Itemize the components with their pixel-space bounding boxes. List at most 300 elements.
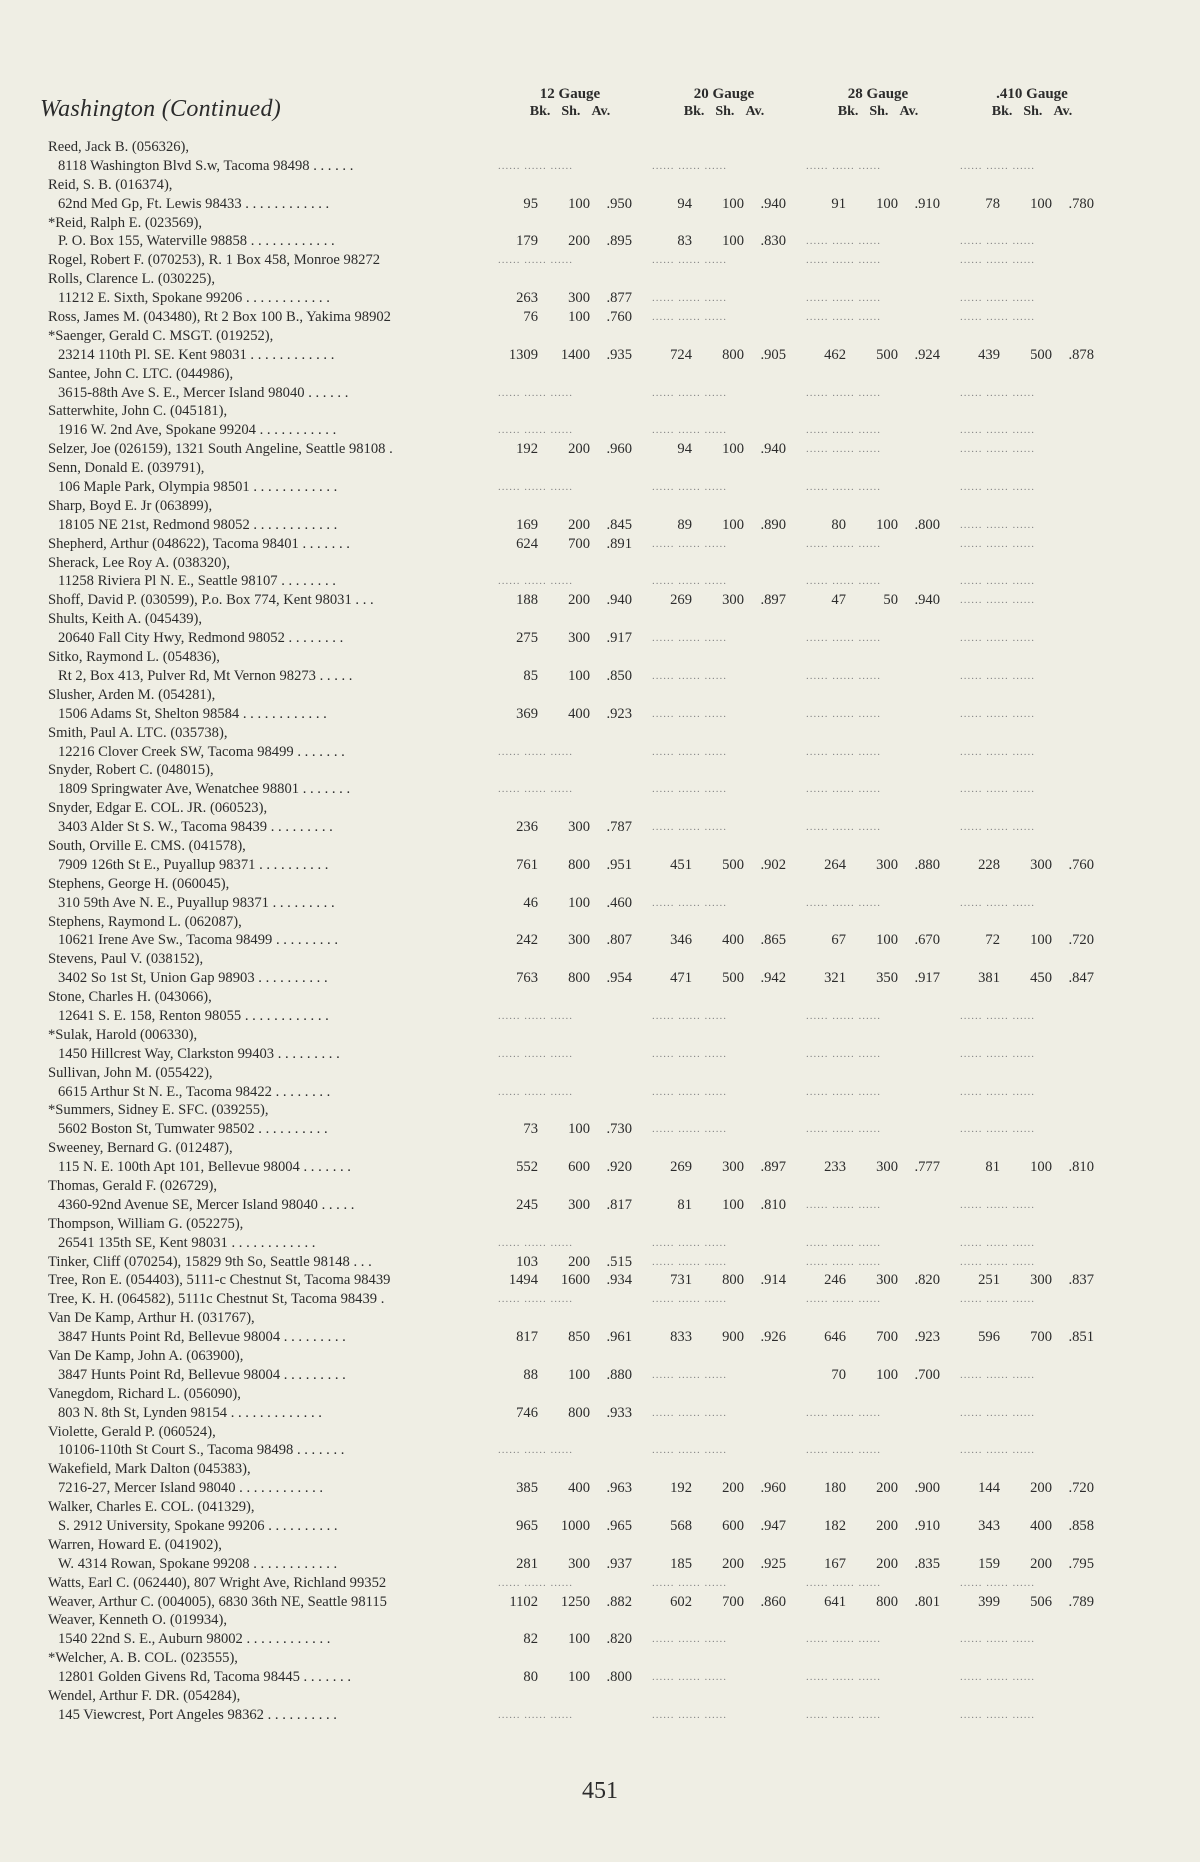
score-bk: 346 (670, 932, 692, 949)
score-av: .934 (606, 1272, 632, 1289)
score-av: .940 (760, 441, 786, 458)
score-bk: 73 (523, 1121, 538, 1138)
score-sh: 100 (876, 516, 898, 533)
list-item-address (0, 384, 1200, 403)
score-av: .900 (914, 1480, 940, 1497)
member-name: Snyder, Edgar E. COL. JR. (060523), (48, 800, 268, 817)
score-av: .820 (606, 1631, 632, 1648)
list-item (0, 535, 1200, 554)
score-av: .891 (606, 535, 632, 552)
member-name: Sitko, Raymond L. (054836), (48, 649, 220, 666)
score-bk: 78 (985, 195, 1000, 212)
score-bk: 263 (516, 290, 538, 307)
list-item-address (0, 1158, 1200, 1177)
score-blank: ...... ...... ...... (806, 896, 881, 909)
score-blank: ...... ...... ...... (806, 1708, 881, 1721)
score-sh: 300 (876, 1272, 898, 1289)
score-blank: ...... ...... ...... (498, 386, 573, 399)
score-bk: 88 (523, 1366, 538, 1383)
score-blank: ...... ...... ...... (806, 311, 881, 324)
score-sh: 300 (1030, 856, 1052, 873)
member-address: 11212 E. Sixth, Spokane 99206 . . . . . . . . . . . . (58, 290, 330, 307)
score-blank: ...... ...... ...... (960, 669, 1035, 682)
score-bk: 246 (824, 1272, 846, 1289)
score-bk: 724 (670, 346, 692, 363)
score-blank: ...... ...... ...... (806, 537, 881, 550)
col-av: Av. (899, 104, 919, 119)
list-item (0, 365, 1200, 384)
score-sh: 100 (568, 1121, 590, 1138)
score-av: .926 (760, 1329, 786, 1346)
member-name: Smith, Paul A. LTC. (035738), (48, 724, 228, 741)
col-bk: Bk. (837, 104, 859, 119)
member-name: Stephens, Raymond L. (062087), (48, 913, 242, 930)
score-blank: ...... ...... ...... (652, 1444, 727, 1457)
score-av: .890 (760, 516, 786, 533)
score-sh: 300 (568, 630, 590, 647)
score-bk: 451 (670, 856, 692, 873)
score-sh: 300 (568, 819, 590, 836)
member-address: 3402 So 1st St, Union Gap 98903 . . . . . . . . . . (58, 970, 328, 987)
score-bk: 180 (824, 1480, 846, 1497)
gauge-header-410 (952, 86, 1112, 121)
score-sh: 50 (883, 592, 898, 609)
score-blank: ...... ...... ...... (498, 1009, 573, 1022)
gauge-header-12 (490, 86, 650, 121)
score-av: .515 (606, 1253, 632, 1270)
score-blank: ...... ...... ...... (652, 481, 727, 494)
score-bk: 381 (978, 970, 1000, 987)
score-bk: 144 (978, 1480, 1000, 1497)
score-bk: 70 (831, 1366, 846, 1383)
score-blank: ...... ...... ...... (806, 1576, 881, 1589)
score-av: .851 (1068, 1329, 1094, 1346)
member-address: 803 N. 8th St, Lynden 98154 . . . . . . . . . . . . . (58, 1404, 322, 1421)
list-item (0, 554, 1200, 573)
member-name: Stephens, George H. (060045), (48, 875, 230, 892)
score-blank: ...... ...... ...... (652, 386, 727, 399)
score-sh: 100 (722, 195, 744, 212)
member-address: 18105 NE 21st, Redmond 98052 . . . . . . . . . . . . (58, 516, 338, 533)
score-blank: ...... ...... ...... (652, 1633, 727, 1646)
score-sh: 200 (568, 516, 590, 533)
score-blank: ...... ...... ...... (806, 159, 881, 172)
score-blank: ...... ...... ...... (498, 424, 573, 437)
score-av: .954 (606, 970, 632, 987)
list-item-address (0, 478, 1200, 497)
list-item-address (0, 1045, 1200, 1064)
score-blank: ...... ...... ...... (960, 821, 1035, 834)
score-bk: 746 (516, 1404, 538, 1421)
score-bk: 85 (523, 667, 538, 684)
list-item-address (0, 1404, 1200, 1423)
list-item-address (0, 289, 1200, 308)
member-address: 6615 Arthur St N. E., Tacoma 98422 . . . . . . . . (58, 1083, 331, 1100)
score-sh: 100 (1030, 195, 1052, 212)
score-sh: 1600 (560, 1272, 590, 1289)
score-blank: ...... ...... ...... (498, 254, 573, 267)
list-item-address (0, 1517, 1200, 1536)
score-blank: ...... ...... ...... (652, 1047, 727, 1060)
score-blank: ...... ...... ...... (806, 1444, 881, 1457)
score-blank: ...... ...... ...... (498, 1236, 573, 1249)
score-sh: 600 (722, 1518, 744, 1535)
score-av: .777 (914, 1159, 940, 1176)
list-item (0, 1687, 1200, 1706)
col-av: Av. (591, 104, 611, 119)
col-bk: Bk. (529, 104, 551, 119)
list-item (0, 1026, 1200, 1045)
score-blank: ...... ...... ...... (652, 1123, 727, 1136)
score-blank: ...... ...... ...... (806, 1047, 881, 1060)
score-av: .914 (760, 1272, 786, 1289)
score-bk: 399 (978, 1593, 1000, 1610)
score-sh: 100 (876, 932, 898, 949)
score-av: .963 (606, 1480, 632, 1497)
score-bk: 94 (677, 441, 692, 458)
member-name: Rogel, Robert F. (070253), R. 1 Box 458, Monroe 98272 (48, 252, 381, 269)
score-bk: 89 (677, 516, 692, 533)
score-blank: ...... ...... ...... (652, 254, 727, 267)
list-item-address (0, 705, 1200, 724)
score-blank: ...... ...... ...... (806, 1293, 881, 1306)
score-av: .850 (606, 667, 632, 684)
score-bk: 192 (516, 441, 538, 458)
list-item (0, 1064, 1200, 1083)
score-sh: 300 (876, 856, 898, 873)
list-item (0, 214, 1200, 233)
score-blank: ...... ...... ...... (960, 745, 1035, 758)
score-sh: 800 (568, 856, 590, 873)
list-item (0, 176, 1200, 195)
score-blank: ...... ...... ...... (806, 575, 881, 588)
score-blank: ...... ...... ...... (652, 1576, 727, 1589)
score-blank: ...... ...... ...... (960, 1085, 1035, 1098)
member-name: South, Orville E. CMS. (041578), (48, 837, 246, 854)
list-item-address (0, 421, 1200, 440)
score-bk: 321 (824, 970, 846, 987)
score-blank: ...... ...... ...... (806, 386, 881, 399)
score-bk: 817 (516, 1329, 538, 1346)
list-item (0, 1290, 1200, 1309)
score-sh: 100 (1030, 1159, 1052, 1176)
score-blank: ...... ...... ...... (806, 235, 881, 248)
score-av: .780 (1068, 195, 1094, 212)
list-item (0, 1139, 1200, 1158)
score-blank: ...... ...... ...... (806, 1123, 881, 1136)
score-blank: ...... ...... ...... (498, 481, 573, 494)
member-name: Selzer, Joe (026159), 1321 South Angeline, Seattle 98108 . (48, 441, 393, 458)
score-blank: ...... ...... ...... (498, 159, 573, 172)
list-item-address (0, 894, 1200, 913)
score-bk: 159 (978, 1555, 1000, 1572)
score-blank: ...... ...... ...... (498, 575, 573, 588)
score-av: .787 (606, 819, 632, 836)
score-av: .730 (606, 1121, 632, 1138)
member-name: Sharp, Boyd E. Jr (063899), (48, 497, 213, 514)
score-av: .940 (606, 592, 632, 609)
score-av: .858 (1068, 1518, 1094, 1535)
score-blank: ...... ...... ...... (652, 1085, 727, 1098)
score-bk: 1309 (508, 346, 538, 363)
member-address: 10621 Irene Ave Sw., Tacoma 98499 . . . . . . . . . (58, 932, 338, 949)
score-blank: ...... ...... ...... (960, 1009, 1035, 1022)
member-address: 5602 Boston St, Tumwater 98502 . . . . . . . . . . (58, 1121, 328, 1138)
score-av: .917 (914, 970, 940, 987)
score-bk: 80 (523, 1669, 538, 1686)
score-blank: ...... ...... ...... (960, 896, 1035, 909)
score-blank: ...... ...... ...... (960, 1368, 1035, 1381)
score-sh: 400 (568, 705, 590, 722)
score-blank: ...... ...... ...... (806, 669, 881, 682)
score-sh: 100 (722, 441, 744, 458)
member-name: Wakefield, Mark Dalton (045383), (48, 1461, 251, 1478)
member-address: 3403 Alder St S. W., Tacoma 98439 . . . . . . . . . (58, 819, 333, 836)
member-name: Sweeney, Bernard G. (012487), (48, 1140, 233, 1157)
score-sh: 300 (722, 592, 744, 609)
score-sh: 100 (568, 667, 590, 684)
score-blank: ...... ...... ...... (960, 386, 1035, 399)
score-sh: 100 (568, 894, 590, 911)
member-name: Shepherd, Arthur (048622), Tacoma 98401 . . . . . . . (48, 535, 350, 552)
score-blank: ...... ...... ...... (960, 1255, 1035, 1268)
score-blank: ...... ...... ...... (652, 896, 727, 909)
score-av: .925 (760, 1555, 786, 1572)
score-bk: 72 (985, 932, 1000, 949)
score-av: .880 (914, 856, 940, 873)
score-blank: ...... ...... ...... (652, 1406, 727, 1419)
list-item (0, 1423, 1200, 1442)
list-item (0, 1309, 1200, 1328)
score-bk: 731 (670, 1272, 692, 1289)
score-sh: 900 (722, 1329, 744, 1346)
score-av: .923 (606, 705, 632, 722)
list-item (0, 913, 1200, 932)
score-av: .760 (606, 309, 632, 326)
list-item-address (0, 743, 1200, 762)
gauge-name: .410 Gauge (996, 86, 1068, 102)
score-blank: ...... ...... ...... (806, 1671, 881, 1684)
list-item-address (0, 1630, 1200, 1649)
member-name: Snyder, Robert C. (048015), (48, 762, 214, 779)
score-blank: ...... ...... ...... (960, 1293, 1035, 1306)
score-bk: 47 (831, 592, 846, 609)
score-bk: 80 (831, 516, 846, 533)
score-sh: 200 (876, 1518, 898, 1535)
score-blank: ...... ...... ...... (960, 1236, 1035, 1249)
score-sh: 100 (568, 1631, 590, 1648)
score-av: .965 (606, 1518, 632, 1535)
member-name: Santee, John C. LTC. (044986), (48, 365, 234, 382)
score-av: .720 (1068, 932, 1094, 949)
score-bk: 228 (978, 856, 1000, 873)
score-blank: ...... ...... ...... (960, 518, 1035, 531)
score-bk: 763 (516, 970, 538, 987)
score-av: .947 (760, 1518, 786, 1535)
score-av: .837 (1068, 1272, 1094, 1289)
score-sh: 400 (1030, 1518, 1052, 1535)
score-bk: 91 (831, 195, 846, 212)
score-blank: ...... ...... ...... (806, 1255, 881, 1268)
score-av: .795 (1068, 1555, 1094, 1572)
list-item (0, 1593, 1200, 1612)
list-item (0, 1649, 1200, 1668)
score-sh: 100 (876, 1366, 898, 1383)
score-bk: 269 (670, 592, 692, 609)
score-blank: ...... ...... ...... (652, 575, 727, 588)
score-sh: 850 (568, 1329, 590, 1346)
score-bk: 385 (516, 1480, 538, 1497)
list-item (0, 686, 1200, 705)
member-name: Tinker, Cliff (070254), 15829 9th So, Seattle 98148 . . . (48, 1253, 372, 1270)
member-address: 23214 110th Pl. SE. Kent 98031 . . . . . . . . . . . . (58, 346, 335, 363)
score-bk: 1102 (509, 1593, 538, 1610)
score-av: .933 (606, 1404, 632, 1421)
gauge-name: 28 Gauge (847, 86, 909, 102)
score-bk: 641 (824, 1593, 846, 1610)
col-sh: Sh. (715, 104, 735, 119)
score-blank: ...... ...... ...... (652, 821, 727, 834)
score-blank: ...... ...... ...... (960, 443, 1035, 456)
score-av: .961 (606, 1329, 632, 1346)
score-blank: ...... ...... ...... (806, 1633, 881, 1646)
score-bk: 471 (670, 970, 692, 987)
score-bk: 439 (978, 346, 1000, 363)
score-sh: 200 (876, 1480, 898, 1497)
score-bk: 369 (516, 705, 538, 722)
list-item-address (0, 572, 1200, 591)
score-sh: 450 (1030, 970, 1052, 987)
member-address: P. O. Box 155, Waterville 98858 . . . . . . . . . . . . (58, 233, 335, 250)
score-av: .720 (1068, 1480, 1094, 1497)
score-sh: 100 (722, 233, 744, 250)
member-name: Warren, Howard E. (041902), (48, 1536, 222, 1553)
score-blank: ...... ...... ...... (652, 292, 727, 305)
member-name: Wendel, Arthur F. DR. (054284), (48, 1688, 241, 1705)
score-av: .801 (914, 1593, 940, 1610)
score-blank: ...... ...... ...... (806, 481, 881, 494)
list-item-address (0, 195, 1200, 214)
score-bk: 179 (516, 233, 538, 250)
score-sh: 800 (722, 1272, 744, 1289)
list-item (0, 1385, 1200, 1404)
score-av: .810 (760, 1196, 786, 1213)
gauge-header-20 (644, 86, 804, 121)
score-bk: 552 (516, 1159, 538, 1176)
score-blank: ...... ...... ...... (652, 707, 727, 720)
score-blank: ...... ...... ...... (960, 537, 1035, 550)
list-item (0, 440, 1200, 459)
score-blank: ...... ...... ...... (806, 254, 881, 267)
list-item (0, 402, 1200, 421)
score-bk: 596 (978, 1329, 1000, 1346)
list-item-address (0, 1234, 1200, 1253)
member-address: W. 4314 Rowan, Spokane 99208 . . . . . . . . . . . . (58, 1555, 338, 1572)
score-sh: 1000 (560, 1518, 590, 1535)
member-name: Van De Kamp, John A. (063900), (48, 1348, 244, 1364)
score-av: .880 (606, 1366, 632, 1383)
score-blank: ...... ...... ...... (498, 783, 573, 796)
score-sh: 300 (568, 932, 590, 949)
member-address: 7216-27, Mercer Island 98040 . . . . . . . . . . . . (58, 1480, 324, 1497)
score-av: .910 (914, 1518, 940, 1535)
score-blank: ...... ...... ...... (806, 1009, 881, 1022)
member-name: *Welcher, A. B. COL. (023555), (48, 1650, 238, 1667)
score-av: .937 (606, 1555, 632, 1572)
score-blank: ...... ...... ...... (960, 783, 1035, 796)
member-address: 4360-92nd Avenue SE, Mercer Island 98040 . . . . . (58, 1196, 355, 1213)
score-blank: ...... ...... ...... (652, 632, 727, 645)
member-address: 10106-110th St Court S., Tacoma 98498 . . . . . . . (58, 1442, 345, 1459)
score-av: .800 (606, 1669, 632, 1686)
score-blank: ...... ...... ...... (960, 481, 1035, 494)
list-item-address (0, 856, 1200, 875)
score-bk: 269 (670, 1159, 692, 1176)
score-blank: ...... ...... ...... (806, 1085, 881, 1098)
member-name: Weaver, Arthur C. (004005), 6830 36th NE, Seattle 98115 (48, 1593, 387, 1610)
member-name: Reed, Jack B. (056326), (48, 139, 190, 155)
gauge-name: 20 Gauge (693, 86, 755, 102)
score-blank: ...... ...... ...... (806, 292, 881, 305)
score-sh: 500 (876, 346, 898, 363)
score-sh: 1400 (560, 346, 590, 363)
score-av: .878 (1068, 346, 1094, 363)
gauge-name: 12 Gauge (539, 86, 601, 102)
member-name: Walker, Charles E. COL. (041329), (48, 1499, 255, 1516)
score-sh: 300 (1030, 1272, 1052, 1289)
score-blank: ...... ...... ...... (960, 292, 1035, 305)
score-av: .960 (606, 441, 632, 458)
score-av: .670 (914, 932, 940, 949)
score-sh: 200 (722, 1480, 744, 1497)
score-bk: 242 (516, 932, 538, 949)
member-address: 1506 Adams St, Shelton 98584 . . . . . . . . . . . . (58, 705, 327, 722)
score-sh: 100 (1030, 932, 1052, 949)
member-name: Senn, Donald E. (039791), (48, 460, 205, 477)
score-blank: ...... ...... ...... (960, 1576, 1035, 1589)
list-item (0, 1498, 1200, 1517)
list-item (0, 837, 1200, 856)
list-item (0, 761, 1200, 780)
list-item (0, 610, 1200, 629)
score-sh: 200 (568, 1253, 590, 1270)
member-address: 11258 Riviera Pl N. E., Seattle 98107 . . . . . . . . (58, 573, 336, 590)
score-sh: 100 (568, 309, 590, 326)
score-av: .882 (606, 1593, 632, 1610)
list-item-address (0, 629, 1200, 648)
score-blank: ...... ...... ...... (806, 443, 881, 456)
score-bk: 275 (516, 630, 538, 647)
score-sh: 100 (722, 516, 744, 533)
score-av: .897 (760, 1159, 786, 1176)
score-bk: 624 (516, 535, 538, 552)
list-item (0, 1177, 1200, 1196)
score-bk: 83 (677, 233, 692, 250)
score-blank: ...... ...... ...... (652, 424, 727, 437)
score-av: .897 (760, 592, 786, 609)
list-item-address (0, 1120, 1200, 1139)
score-bk: 462 (824, 346, 846, 363)
score-sh: 400 (722, 932, 744, 949)
list-item-address (0, 1668, 1200, 1687)
score-bk: 185 (670, 1555, 692, 1572)
score-blank: ...... ...... ...... (652, 1255, 727, 1268)
list-item (0, 1253, 1200, 1272)
list-item-address (0, 232, 1200, 251)
score-blank: ...... ...... ...... (652, 745, 727, 758)
score-sh: 800 (876, 1593, 898, 1610)
score-av: .960 (760, 1480, 786, 1497)
